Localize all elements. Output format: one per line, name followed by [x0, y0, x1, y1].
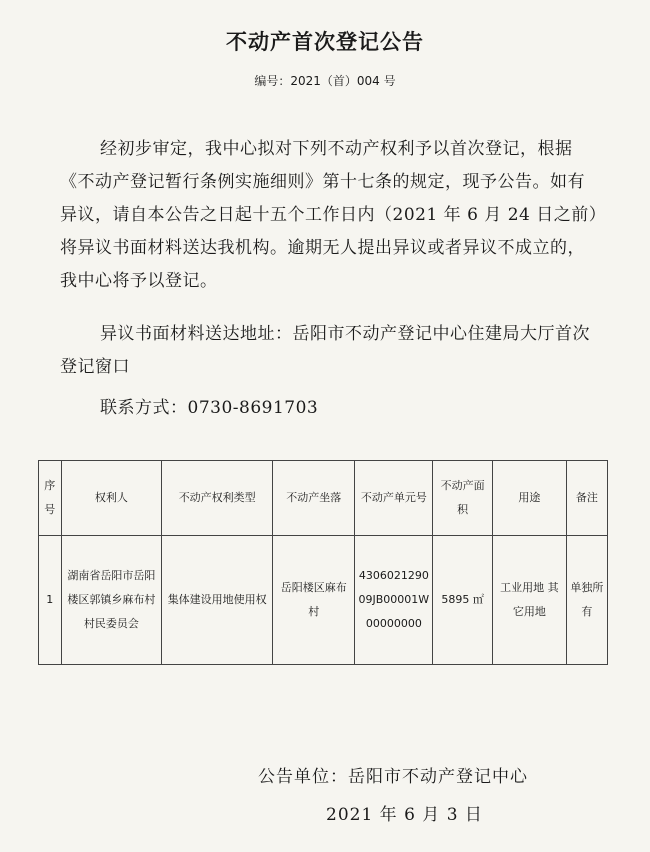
cell-right-type: 集体建设用地使用权 — [162, 536, 273, 665]
document-number: 编号：2021（首）004 号 — [254, 74, 396, 88]
cell-seq: 1 — [39, 536, 62, 665]
header-note: 备注 — [566, 461, 607, 536]
issuer-line: 公告单位：岳阳市不动产登记中心 — [258, 767, 528, 787]
issue-date: 2021 年 6 月 3 日 — [326, 805, 483, 825]
header-right-type: 不动产权利类型 — [162, 461, 273, 536]
table-header-row — [39, 461, 608, 536]
cell-unit-no: 430602129009JB00001W00000000 — [355, 536, 433, 665]
table-row — [39, 536, 608, 665]
header-area: 不动产面积 — [433, 461, 493, 536]
header-location: 不动产坐落 — [273, 461, 355, 536]
cell-use: 工业用地 其它用地 — [492, 536, 566, 665]
header-seq: 序号 — [39, 461, 62, 536]
cell-area: 5895 ㎡ — [433, 536, 493, 665]
cell-location: 岳阳楼区麻布村 — [273, 536, 355, 665]
paragraph-objection-address: 异议书面材料送达地址：岳阳市不动产登记中心住建局大厅首次登记窗口 — [60, 324, 590, 377]
header-unit-no: 不动产单元号 — [355, 461, 433, 536]
registration-table — [38, 460, 608, 665]
cell-owner: 湖南省岳阳市岳阳楼区郭镇乡麻布村村民委员会 — [61, 536, 162, 665]
paragraph-contact: 联系方式：0730-8691703 — [100, 398, 319, 418]
document-title: 不动产首次登记公告 — [226, 30, 424, 54]
header-use: 用途 — [492, 461, 566, 536]
cell-note: 单独所有 — [566, 536, 607, 665]
paragraph-review-notice: 经初步审定，我中心拟对下列不动产权利予以首次登记，根据《不动产登记暂行条例实施细则》第十七条的规定，现予公告。如有异议，请自本公告之日起十五个工作日内（2021 年 6 月 24 日之前）将异议书面材料送达我机构。逾期无人提出异议或者异议不成立的，我中心将予以登记。 — [60, 139, 598, 291]
header-owner: 权利人 — [61, 461, 162, 536]
